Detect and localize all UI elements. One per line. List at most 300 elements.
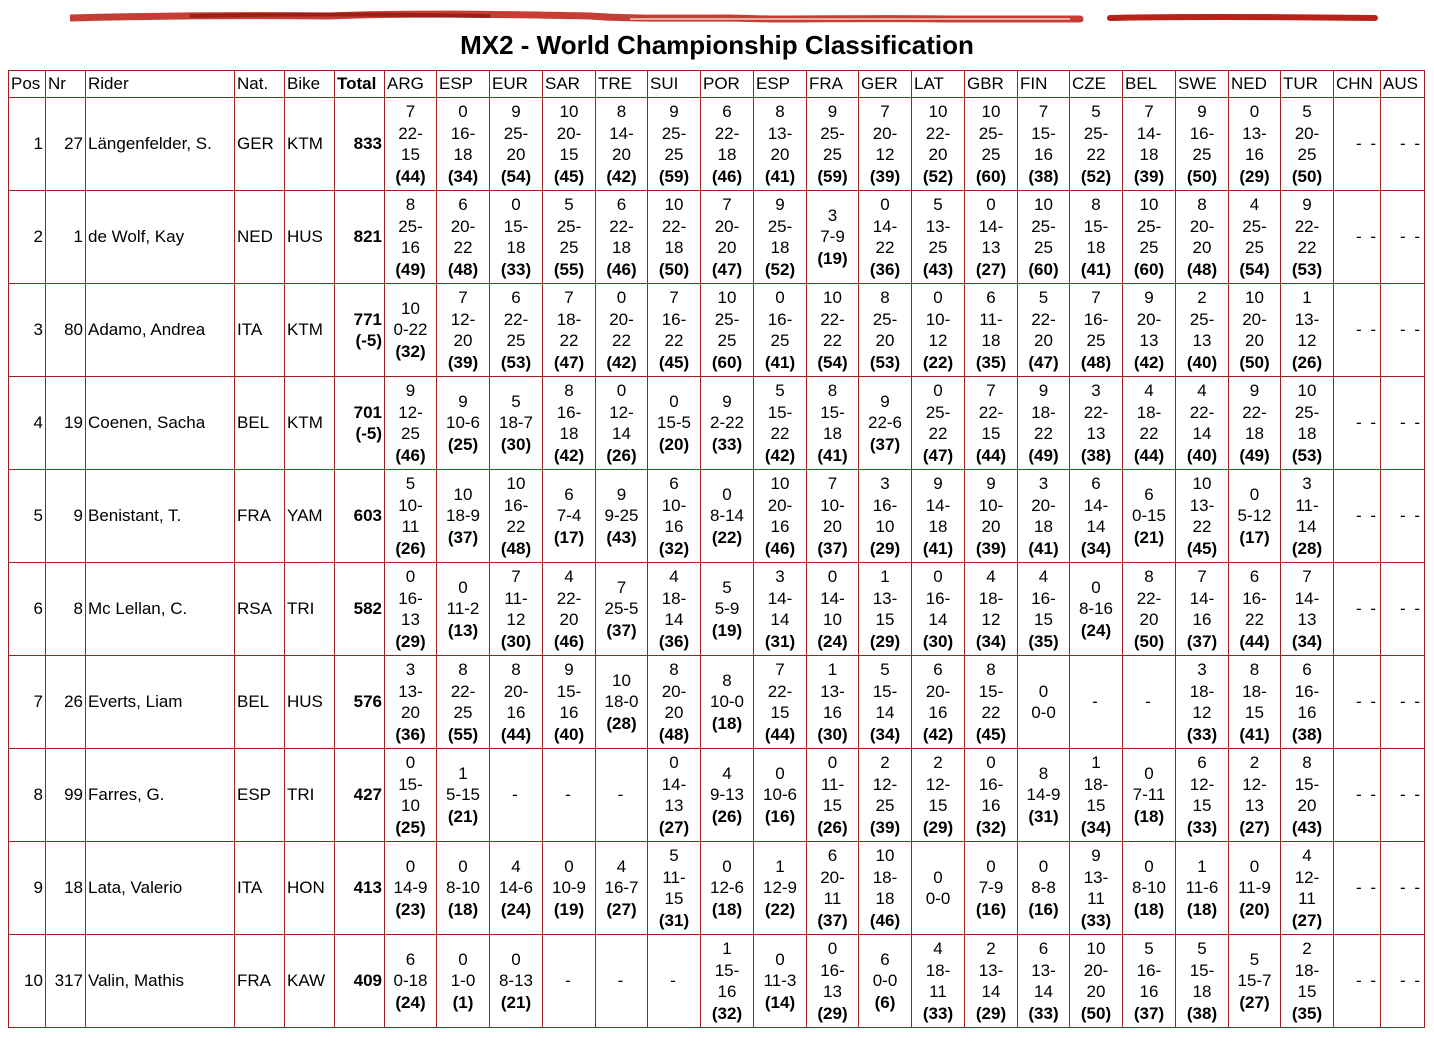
- race-points-total: (33): [1028, 1003, 1059, 1023]
- cell-race-bel: [1123, 191, 1176, 284]
- race-line: 12: [506, 610, 526, 629]
- cell-nr: 19: [46, 377, 86, 470]
- cell-race-swe: [1176, 284, 1229, 377]
- cell-race-por: [701, 842, 754, 935]
- race-line: 1: [880, 567, 890, 586]
- race-line: 20: [1192, 238, 1212, 257]
- race-line: 20: [717, 238, 737, 257]
- race-line: 0-22: [393, 320, 428, 340]
- race-line: 25-: [820, 123, 845, 143]
- cell-race-aus: [1381, 656, 1425, 749]
- col-race-bel: BEL: [1123, 71, 1176, 98]
- cell-race-arg: [385, 98, 437, 191]
- race-points-total: (55): [447, 724, 479, 744]
- race-line: 16: [770, 517, 790, 536]
- race-points-total: (40): [553, 724, 585, 744]
- race-points-total: (13): [447, 620, 479, 640]
- race-line: 25: [1245, 238, 1264, 257]
- race-points-total: (39): [447, 352, 479, 372]
- race-line: 8: [616, 102, 627, 121]
- race-line: 22-: [714, 123, 740, 143]
- race-line: 20-: [1031, 495, 1056, 515]
- cell-nat: RSA: [235, 563, 285, 656]
- page-title: MX2 - World Championship Classification: [460, 30, 974, 60]
- race-line: 22: [1086, 145, 1106, 164]
- race-line: 0: [616, 381, 627, 400]
- race-line: 13-: [1242, 123, 1267, 143]
- race-points-total: (18): [711, 899, 743, 919]
- cell-race-fra: [807, 656, 859, 749]
- race-line: 12-: [1294, 867, 1320, 887]
- cell-race-lat: [912, 749, 965, 842]
- race-line: 16: [717, 982, 737, 1001]
- race-line: 20: [823, 517, 842, 536]
- race-line: 13: [1086, 424, 1106, 443]
- cell-race-ger: [859, 377, 912, 470]
- race-points-total: (35): [1028, 631, 1059, 651]
- race-points-total: (29): [817, 1003, 848, 1023]
- cell-race-tur: [1281, 470, 1334, 563]
- race-line: 9: [511, 102, 521, 121]
- race-points-total: (53): [869, 352, 901, 372]
- race-line: 22-6: [867, 413, 903, 433]
- cell-race-por: [701, 935, 754, 1028]
- race-line: 22-: [1031, 309, 1056, 329]
- race-points-total: (31): [764, 631, 796, 651]
- race-points-total: (49): [395, 259, 426, 279]
- cell-race-eur: [490, 935, 543, 1028]
- cell-race-swe: [1176, 563, 1229, 656]
- race-line: 12-: [609, 402, 634, 422]
- race-line: - -: [1399, 692, 1422, 712]
- race-line: 9: [564, 660, 574, 679]
- cell-race-tur: [1281, 749, 1334, 842]
- race-line: 13: [823, 982, 842, 1001]
- race-line: - -: [1399, 878, 1422, 898]
- race-points-total: (43): [606, 527, 637, 547]
- cell-total: [335, 563, 385, 656]
- col-race-aus: AUS: [1381, 71, 1425, 98]
- race-line: 2: [1197, 288, 1207, 307]
- cell-race-sar: [543, 98, 596, 191]
- race-line: 3: [880, 474, 890, 493]
- race-line: 10-: [925, 309, 951, 329]
- race-line: 4: [564, 567, 574, 586]
- race-line: 13-: [925, 216, 951, 236]
- cell-race-chn: [1334, 284, 1381, 377]
- race-points-total: (29): [869, 631, 901, 651]
- race-line: 9: [458, 391, 468, 411]
- cell-race-arg: [385, 842, 437, 935]
- cell-race-esp: [437, 749, 490, 842]
- cell-bike: TRI: [285, 749, 335, 842]
- cell-race-ger: [859, 98, 912, 191]
- race-line: -: [512, 785, 520, 805]
- race-line: 16: [506, 703, 526, 722]
- race-points-total: (24): [500, 899, 532, 919]
- race-line: 25-: [714, 309, 740, 329]
- race-line: 7: [669, 288, 679, 307]
- col-rider: Rider: [86, 71, 235, 98]
- race-line: 14: [1192, 424, 1212, 443]
- race-line: 3: [1091, 381, 1101, 400]
- race-line: 9-25: [604, 506, 639, 526]
- race-line: 20-: [872, 123, 898, 143]
- race-line: 22-: [398, 123, 423, 143]
- race-line: 22: [823, 331, 842, 350]
- race-line: 18-9: [445, 506, 481, 526]
- race-line: 16: [1139, 982, 1159, 1001]
- race-line: 25: [1086, 331, 1106, 350]
- cell-race-por: [701, 191, 754, 284]
- table-row: [9, 284, 1425, 377]
- race-points-total: (43): [1291, 817, 1323, 837]
- race-line: 8: [1144, 567, 1154, 586]
- classification-table: [8, 70, 1425, 1028]
- race-line: 20: [928, 145, 948, 164]
- race-line: 0: [511, 949, 521, 969]
- race-line: 2: [933, 753, 943, 772]
- race-line: 9: [722, 391, 732, 411]
- cell-race-esp: [754, 656, 807, 749]
- race-line: - -: [1399, 413, 1422, 433]
- cell-race-cze: [1070, 749, 1123, 842]
- race-line: 25: [1034, 238, 1053, 257]
- race-points-total: (47): [1028, 352, 1059, 372]
- race-line: 10: [875, 517, 895, 536]
- cell-race-esp: [754, 377, 807, 470]
- cell-race-sui: [648, 98, 701, 191]
- race-line: 3: [1197, 660, 1207, 679]
- race-line: 13-: [1189, 495, 1215, 515]
- cell-race-por: [701, 284, 754, 377]
- race-points-total: (46): [606, 259, 637, 279]
- race-line: 6: [933, 660, 943, 679]
- cell-race-ger: [859, 470, 912, 563]
- race-line: 16: [401, 238, 420, 257]
- race-line: 20-: [1189, 216, 1215, 236]
- race-line: 0-0: [925, 889, 951, 908]
- race-line: 25: [928, 238, 948, 257]
- race-line: 25-: [1294, 402, 1320, 422]
- cell-race-tur: [1281, 191, 1334, 284]
- race-line: 0: [564, 856, 574, 876]
- race-line: 8: [1091, 195, 1101, 214]
- race-line: 25-: [1242, 216, 1267, 236]
- cell-race-cze: [1070, 377, 1123, 470]
- cell-race-bel: [1123, 98, 1176, 191]
- cell-race-esp: [754, 284, 807, 377]
- race-line: 20: [770, 145, 790, 164]
- race-line: 8-13: [498, 971, 534, 991]
- race-line: 10: [823, 288, 842, 307]
- race-points-total: (27): [1239, 817, 1270, 837]
- race-line: 1: [1197, 856, 1207, 876]
- table-row: [9, 377, 1425, 470]
- race-line: 15: [1086, 796, 1106, 815]
- cell-race-fra: [807, 842, 859, 935]
- race-line: 4: [933, 939, 943, 958]
- race-line: 9: [1091, 846, 1101, 865]
- race-line: 16-: [978, 774, 1004, 794]
- race-line: 12: [981, 610, 1001, 629]
- race-line: 20: [875, 331, 895, 350]
- race-line: 11: [823, 889, 842, 908]
- race-line: 20: [453, 331, 473, 350]
- race-line: 1: [827, 660, 838, 679]
- race-line: - -: [1399, 971, 1422, 991]
- cell-bike: TRI: [285, 563, 335, 656]
- race-line: 22-: [609, 216, 634, 236]
- race-points-total: (44): [395, 166, 426, 186]
- race-line: 13: [1297, 610, 1317, 629]
- race-line: 15-: [556, 681, 582, 701]
- race-points-total: (50): [1186, 166, 1218, 186]
- race-points-total: (37): [606, 620, 637, 640]
- race-line: - -: [1399, 227, 1422, 247]
- cell-race-fra: [807, 935, 859, 1028]
- col-race-ned: NED: [1229, 71, 1281, 98]
- race-line: 12-: [872, 774, 898, 794]
- race-line: 13: [664, 796, 684, 815]
- cell-race-gbr: [965, 191, 1018, 284]
- race-line: 8: [405, 195, 416, 214]
- cell-race-por: [701, 656, 754, 749]
- cell-race-arg: [385, 377, 437, 470]
- race-line: 8: [669, 660, 679, 679]
- cell-nat: BEL: [235, 656, 285, 749]
- race-points-total: (21): [1133, 527, 1165, 547]
- race-line: 0: [405, 567, 416, 586]
- race-points-total: (28): [1291, 538, 1323, 558]
- cell-race-tur: [1281, 563, 1334, 656]
- race-line: 25: [875, 796, 895, 815]
- cell-race-ned: [1229, 98, 1281, 191]
- race-points-total: (34): [975, 631, 1007, 651]
- cell-rider: Coenen, Sacha: [86, 377, 235, 470]
- race-line: 11: [1298, 889, 1316, 908]
- race-line: 12-: [398, 402, 423, 422]
- cell-race-tre: [596, 284, 648, 377]
- cell-race-sui: [648, 191, 701, 284]
- race-line: 14: [664, 610, 684, 629]
- race-line: 10: [1245, 288, 1264, 307]
- race-line: 0: [458, 856, 468, 876]
- race-line: 18-7: [498, 413, 534, 433]
- cell-race-swe: [1176, 470, 1229, 563]
- race-line: 9: [827, 102, 838, 121]
- race-line: - -: [1399, 785, 1422, 805]
- race-line: 15: [664, 889, 684, 908]
- race-line: 10: [981, 102, 1001, 121]
- race-line: 0: [933, 381, 943, 400]
- cell-race-chn: [1334, 470, 1381, 563]
- race-line: - -: [1355, 320, 1378, 340]
- cell-nat: ITA: [235, 842, 285, 935]
- cell-pos: 2: [9, 191, 46, 284]
- race-line: 6: [1144, 484, 1154, 504]
- race-points-total: (33): [500, 259, 532, 279]
- cell-total: [335, 191, 385, 284]
- race-line: 18: [559, 424, 579, 443]
- race-points-total: (46): [764, 538, 796, 558]
- cell-race-cze: [1070, 656, 1123, 749]
- race-line: 20: [664, 703, 684, 722]
- race-line: 6: [1302, 660, 1312, 679]
- race-line: 20-: [1294, 123, 1320, 143]
- race-line: 11-: [1295, 495, 1319, 515]
- race-points-total: (37): [1186, 631, 1218, 651]
- cell-race-lat: [912, 470, 965, 563]
- race-line: 7: [564, 288, 574, 307]
- cell-race-swe: [1176, 935, 1229, 1028]
- cell-race-esp: [754, 563, 807, 656]
- total-line: (-5): [355, 424, 382, 443]
- race-line: 0: [933, 567, 943, 586]
- cell-bike: KTM: [285, 284, 335, 377]
- cell-race-sar: [543, 563, 596, 656]
- race-line: 5-15: [445, 785, 481, 805]
- cell-race-sar: [543, 749, 596, 842]
- race-line: 18: [1034, 517, 1053, 536]
- race-line: 7: [827, 474, 838, 493]
- race-line: - -: [1355, 134, 1378, 154]
- race-line: 18-: [1136, 402, 1162, 422]
- total-line: 576: [353, 692, 382, 712]
- race-points-total: (52): [1080, 166, 1112, 186]
- race-line: 10: [664, 195, 684, 214]
- race-line: 22: [664, 331, 684, 350]
- cell-race-fin: [1018, 563, 1070, 656]
- race-line: 14: [875, 703, 895, 722]
- cell-race-por: [701, 98, 754, 191]
- race-points-total: (24): [817, 631, 848, 651]
- cell-nr: 99: [46, 749, 86, 842]
- race-line: 16-: [398, 588, 423, 608]
- race-line: 25-: [872, 309, 898, 329]
- col-race-chn: CHN: [1334, 71, 1381, 98]
- race-line: 16-: [1031, 588, 1056, 608]
- race-line: 13: [1139, 331, 1159, 350]
- cell-race-eur: [490, 377, 543, 470]
- cell-race-ned: [1229, 284, 1281, 377]
- race-line: 3: [1038, 474, 1049, 493]
- col-race-gbr: GBR: [965, 71, 1018, 98]
- race-line: 25: [1297, 145, 1317, 164]
- race-line: 8: [1249, 660, 1260, 679]
- race-line: 4: [722, 763, 732, 783]
- race-line: 8-16: [1078, 599, 1114, 619]
- race-line: 18: [770, 238, 790, 257]
- race-line: 0: [511, 195, 521, 214]
- race-line: 5-9: [714, 599, 740, 619]
- race-line: 7: [1038, 102, 1049, 121]
- race-points-total: (18): [1186, 899, 1218, 919]
- col-race-fin: FIN: [1018, 71, 1070, 98]
- race-line: 9: [986, 474, 996, 493]
- race-line: 0: [775, 763, 785, 783]
- race-points-total: (26): [395, 538, 426, 558]
- race-line: 7: [511, 567, 521, 586]
- race-line: 18: [1139, 145, 1159, 164]
- cell-bike: KAW: [285, 935, 335, 1028]
- cell-race-bel: [1123, 563, 1176, 656]
- race-line: 0: [405, 856, 416, 876]
- race-line: 0: [669, 391, 679, 411]
- race-points-total: (18): [1133, 806, 1165, 826]
- cell-nat: FRA: [235, 470, 285, 563]
- race-line: 15-: [1031, 123, 1056, 143]
- race-line: 16-: [1083, 309, 1109, 329]
- race-points-total: (37): [869, 434, 901, 454]
- cell-race-eur: [490, 842, 543, 935]
- race-line: 0: [1249, 484, 1260, 504]
- race-line: 13-: [820, 681, 845, 701]
- race-points-total: (19): [553, 899, 585, 919]
- race-line: 14: [928, 610, 948, 629]
- race-line: 11-: [979, 309, 1003, 329]
- race-line: 20-: [820, 867, 845, 887]
- race-points-total: (46): [395, 445, 426, 465]
- race-line: 4: [986, 567, 996, 586]
- cell-race-fin: [1018, 284, 1070, 377]
- cell-race-fin: [1018, 935, 1070, 1028]
- race-line: 25-: [1189, 309, 1215, 329]
- cell-race-sui: [648, 470, 701, 563]
- cell-race-aus: [1381, 935, 1425, 1028]
- race-line: 6: [880, 949, 890, 969]
- race-line: 9: [880, 391, 890, 411]
- race-line: 10: [875, 846, 895, 865]
- cell-race-gbr: [965, 935, 1018, 1028]
- cell-race-gbr: [965, 470, 1018, 563]
- cell-race-tre: [596, 656, 648, 749]
- race-line: 6: [669, 474, 679, 493]
- race-line: 5-12: [1237, 506, 1272, 526]
- race-line: 15-: [767, 402, 793, 422]
- total-line: 409: [353, 971, 382, 991]
- race-line: 22: [981, 703, 1001, 722]
- race-line: 13-: [872, 588, 898, 608]
- race-line: 14-9: [1026, 785, 1061, 805]
- race-line: 16-: [767, 309, 793, 329]
- cell-bike: HON: [285, 842, 335, 935]
- race-line: 10: [506, 474, 526, 493]
- cell-race-tre: [596, 563, 648, 656]
- cell-race-tre: [596, 470, 648, 563]
- cell-race-esp: [754, 749, 807, 842]
- cell-race-fra: [807, 284, 859, 377]
- race-points-total: (34): [447, 166, 479, 186]
- table-row: [9, 656, 1425, 749]
- cell-race-tur: [1281, 935, 1334, 1028]
- race-points-total: (38): [1186, 1003, 1218, 1023]
- race-line: 6: [1197, 753, 1207, 772]
- cell-nr: 317: [46, 935, 86, 1028]
- race-line: 5: [722, 577, 732, 597]
- cell-nat: ITA: [235, 284, 285, 377]
- cell-race-ger: [859, 563, 912, 656]
- race-line: 15: [823, 796, 842, 815]
- race-line: 20-: [450, 216, 476, 236]
- cell-race-ger: [859, 749, 912, 842]
- race-line: 10-: [820, 495, 845, 515]
- race-line: 0: [458, 577, 468, 597]
- race-points-total: (50): [1239, 352, 1270, 372]
- race-line: 3: [405, 660, 416, 679]
- race-line: 10: [1192, 474, 1212, 493]
- cell-race-esp: [437, 842, 490, 935]
